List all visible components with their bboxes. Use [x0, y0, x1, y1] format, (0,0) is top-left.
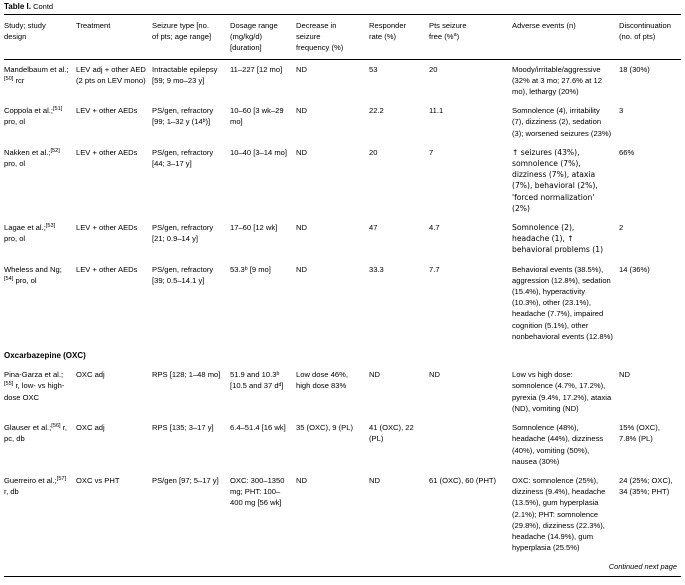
- cell-treatment: LEV + other AEDs: [76, 106, 138, 116]
- cell-discontinuation: 3: [619, 106, 624, 116]
- cell-responder: 22.2: [369, 106, 384, 116]
- column-header-seizure-type-line1: Seizure type [no.: [152, 21, 209, 30]
- cell-treatment: LEV + other AEDs: [76, 223, 138, 233]
- study-design: pro, ol: [4, 234, 26, 244]
- study-reference: [53]: [45, 223, 56, 230]
- antiepileptic-studies-table: [4, 14, 681, 557]
- cell-seizure-type: RPS [135; 3–17 y]: [152, 423, 214, 433]
- cell-seizure-type: RPS [128; 1–48 mo]: [152, 370, 221, 380]
- cell-discontinuation: ND: [619, 370, 630, 380]
- study-design: pro, ol: [4, 117, 26, 127]
- table-caption: [4, 0, 681, 14]
- cell-responder: 33.3: [369, 264, 384, 274]
- column-header-decrease-line1: Decrease in: [296, 21, 337, 30]
- table-caption-label: Table I.: [4, 2, 31, 11]
- cell-adverse-events: Behavioral events (38.5%), aggression (12.8%), sedation (15.4%), hyperactivity (10.3%), other (23.1%), headache (7.7%), impaired cognition (5.1%), other nonbehavioral events (12.8%): [512, 264, 613, 341]
- column-header-treatment: [76, 15, 152, 60]
- study-design: r, low- vs high-dose OXC: [4, 381, 65, 402]
- cell-seizure-type: PS/gen, refractory [21; 0.9–14 y]: [152, 223, 214, 244]
- cell-responder: 53: [369, 64, 378, 74]
- table-row: [4, 260, 681, 346]
- study-reference: [54]: [4, 275, 14, 282]
- cell-discontinuation: 15% (OXC), 7.8% (PL): [619, 423, 660, 444]
- cell-seizure-type: PS/gen, refractory [99; 1–32 y (14ᵇ)]: [152, 106, 214, 127]
- cell-treatment: LEV + other AEDs: [76, 264, 138, 274]
- table-row: [4, 143, 681, 218]
- cell-study: [4, 260, 76, 346]
- study-name: Mandelbaum et al.;: [4, 64, 69, 74]
- study-design: r, pc, db: [4, 423, 67, 444]
- cell-adverse-events: Low vs high dose: somnolence (4.7%, 17.2%), pyrexia (9.4%, 17.2%), ataxia (ND), vomiting (ND): [512, 370, 612, 413]
- column-header-study-line2: design: [4, 32, 27, 42]
- cell-seizure-free: [429, 418, 512, 471]
- cell-treatment: OXC vs PHT: [76, 475, 120, 485]
- footnote-marker-a: a: [453, 32, 457, 39]
- column-header-decrease: [296, 15, 369, 60]
- table-header: [4, 15, 681, 60]
- table-row: [4, 418, 681, 471]
- table-row: [4, 471, 681, 557]
- cell-study: [4, 59, 76, 101]
- cell-treatment: OXC adj: [76, 370, 105, 380]
- column-header-seizure-type-line2: of pts; age range]: [152, 32, 212, 42]
- cell-decrease: 35 (OXC), 9 (PL): [296, 423, 353, 433]
- cell-seizure-type: PS/gen, refractory [44; 3–17 y]: [152, 147, 214, 169]
- study-name: Coppola et al.;: [4, 106, 53, 116]
- study-reference: [52]: [50, 147, 60, 154]
- cell-adverse-events: Somnolence (48%), headache (44%), dizziness (40%), vomiting (50%), nausea (30%): [512, 423, 604, 466]
- column-header-dosage-line3: [duration]: [230, 43, 262, 53]
- cell-decrease: ND: [296, 106, 307, 116]
- cell-treatment: LEV adj + other AED (2 pts on LEV mono): [76, 64, 146, 85]
- study-reference: [57]: [56, 475, 67, 482]
- column-header-seizure-free: [429, 15, 512, 60]
- study-name: Nakken et al.;: [4, 147, 51, 157]
- column-header-seizure-free-line1: Pts seizure: [429, 21, 467, 30]
- cell-discontinuation: 24 (25%; OXC), 34 (35%; PHT): [619, 475, 673, 497]
- cell-dosage: 11–227 [12 mo]: [230, 64, 283, 74]
- cell-responder: 20: [369, 147, 378, 157]
- cell-decrease: ND: [296, 475, 307, 485]
- cell-adverse-events: ↑ seizures (43%), somnolence (7%), dizziness (7%), ataxia (7%), behavioral (2%), 'forced normalization' (2%): [512, 147, 598, 213]
- study-reference: [51]: [52, 106, 63, 113]
- column-header-discontinuation-line1: Discontinuation: [619, 21, 671, 30]
- section-heading-oxcarbazepine: Oxcarbazepine (OXC): [4, 351, 86, 361]
- study-name: Guerreiro et al.;: [4, 475, 57, 485]
- table-row: [4, 218, 681, 260]
- cell-dosage: 10–60 [3 wk–29 mo]: [230, 106, 284, 127]
- cell-seizure-free: 61 (OXC), 60 (PHT): [429, 475, 497, 485]
- column-header-responder: [369, 15, 429, 60]
- column-header-discontinuation: [619, 15, 681, 60]
- column-header-decrease-line2: seizure: [296, 32, 321, 42]
- cell-seizure-free: 20: [429, 64, 438, 74]
- cell-seizure-free: 7: [429, 147, 434, 157]
- column-header-adverse-events-line1: Adverse events (n): [512, 21, 576, 30]
- column-header-study: [4, 15, 76, 60]
- cell-responder: 41 (OXC), 22 (PL): [369, 423, 414, 444]
- cell-decrease: ND: [296, 264, 307, 274]
- column-header-dosage-line1: Dosage range: [230, 21, 278, 30]
- cell-seizure-type: PS/gen, refractory [39; 0.5–14.1 y]: [152, 264, 214, 285]
- study-reference: [56]: [51, 423, 61, 430]
- cell-adverse-events: Somnolence (2), headache (1), ↑ behavioral problems (1): [512, 223, 604, 255]
- cell-discontinuation: 14 (36%): [619, 264, 650, 274]
- column-header-treatment-line1: Treatment: [76, 21, 111, 30]
- table-row: [4, 365, 681, 418]
- cell-responder: ND: [369, 475, 380, 485]
- cell-study: [4, 365, 76, 418]
- table-bottom-rule: [4, 576, 681, 577]
- cell-study: [4, 218, 76, 260]
- column-header-seizure-type: [152, 15, 230, 60]
- cell-study: [4, 101, 76, 143]
- cell-seizure-type: PS/gen [97; 5–17 y]: [152, 475, 219, 485]
- cell-dosage: 51.9 and 10.3ᵇ [10.5 and 37 dᵈ]: [230, 370, 284, 391]
- study-name: Wheless and Ng;: [4, 264, 62, 274]
- cell-treatment: OXC adj: [76, 423, 105, 433]
- cell-dosage: 6.4–51.4 [16 wk]: [230, 423, 286, 433]
- cell-decrease: ND: [296, 64, 307, 74]
- continued-next-page-note: Continued next page: [608, 562, 677, 571]
- cell-dosage: 17–60 [12 wk]: [230, 223, 278, 233]
- column-header-responder-line1: Responder: [369, 21, 407, 30]
- column-header-responder-line2: rate (%): [369, 32, 397, 42]
- cell-seizure-free: ND: [429, 370, 440, 380]
- study-design: pro, ol: [4, 159, 26, 169]
- table-section-heading-row: [4, 346, 681, 365]
- column-header-seizure-free-line3: ): [456, 32, 460, 42]
- study-design: r, db: [4, 487, 19, 497]
- study-design: rcr: [13, 75, 25, 85]
- table-caption-contd: Contd: [33, 2, 54, 11]
- column-header-discontinuation-line2: (no. of pts): [619, 32, 656, 42]
- cell-responder: ND: [369, 370, 380, 380]
- cell-study: [4, 418, 76, 471]
- column-header-study-line1: Study; study: [4, 21, 46, 30]
- cell-seizure-free: 7.7: [429, 264, 440, 274]
- cell-adverse-events: Moody/irritable/aggressive (32% at 3 mo; 27.6% at 12 mo), lethargy (20%): [512, 64, 602, 97]
- cell-discontinuation: 2: [619, 223, 624, 233]
- cell-study: [4, 471, 76, 557]
- cell-responder: 47: [369, 223, 378, 233]
- cell-discontinuation: 66%: [619, 147, 635, 157]
- cell-seizure-free: 11.1: [429, 106, 444, 116]
- study-reference: [50]: [4, 75, 14, 82]
- study-reference: [55]: [4, 381, 14, 388]
- study-name: Pina-Garza et al.;: [4, 370, 64, 380]
- cell-dosage: OXC: 300–1350 mg; PHT: 100–400 mg [56 wk]: [230, 475, 285, 508]
- cell-adverse-events: OXC: somnolence (25%), dizziness (9.4%), headache (13.5%), gum hyperplasia (2.1%); PHT: somnolence (29.8%), dizziness (22.3%), headache (14.9%), gum hyperplasia (25.5%): [512, 475, 606, 553]
- cell-dosage: 10–40 [3–14 mo]: [230, 147, 287, 157]
- study-name: Glauser et al.;: [4, 423, 52, 433]
- cell-decrease: ND: [296, 147, 307, 157]
- cell-decrease: Low dose 46%, high dose 83%: [296, 370, 348, 391]
- cell-study: [4, 143, 76, 218]
- cell-seizure-free: 4.7: [429, 223, 440, 233]
- study-name: Lagae et al.;: [4, 223, 46, 233]
- cell-decrease: ND: [296, 223, 307, 233]
- table-body: [4, 59, 681, 557]
- column-header-decrease-line3: frequency (%): [296, 43, 344, 53]
- cell-dosage: 53.3ᵇ [9 mo]: [230, 264, 271, 274]
- column-header-dosage-line2: (mg/kg/d): [230, 32, 263, 42]
- cell-seizure-type: Intractable epilepsy [59; 9 mo–23 y]: [152, 64, 218, 85]
- column-header-adverse-events: [512, 15, 619, 60]
- table-row: [4, 59, 681, 101]
- cell-adverse-events: Somnolence (4), irritability (7), dizziness (2), sedation (3); worsened seizures (23%): [512, 106, 612, 138]
- cell-treatment: LEV + other AEDs: [76, 147, 138, 157]
- table-row: [4, 101, 681, 143]
- column-header-seizure-free-line2: free (%: [429, 32, 454, 42]
- study-design: pro, ol: [13, 275, 37, 285]
- cell-discontinuation: 18 (30%): [619, 64, 650, 74]
- table-header-row: [4, 15, 681, 60]
- column-header-dosage: [230, 15, 296, 60]
